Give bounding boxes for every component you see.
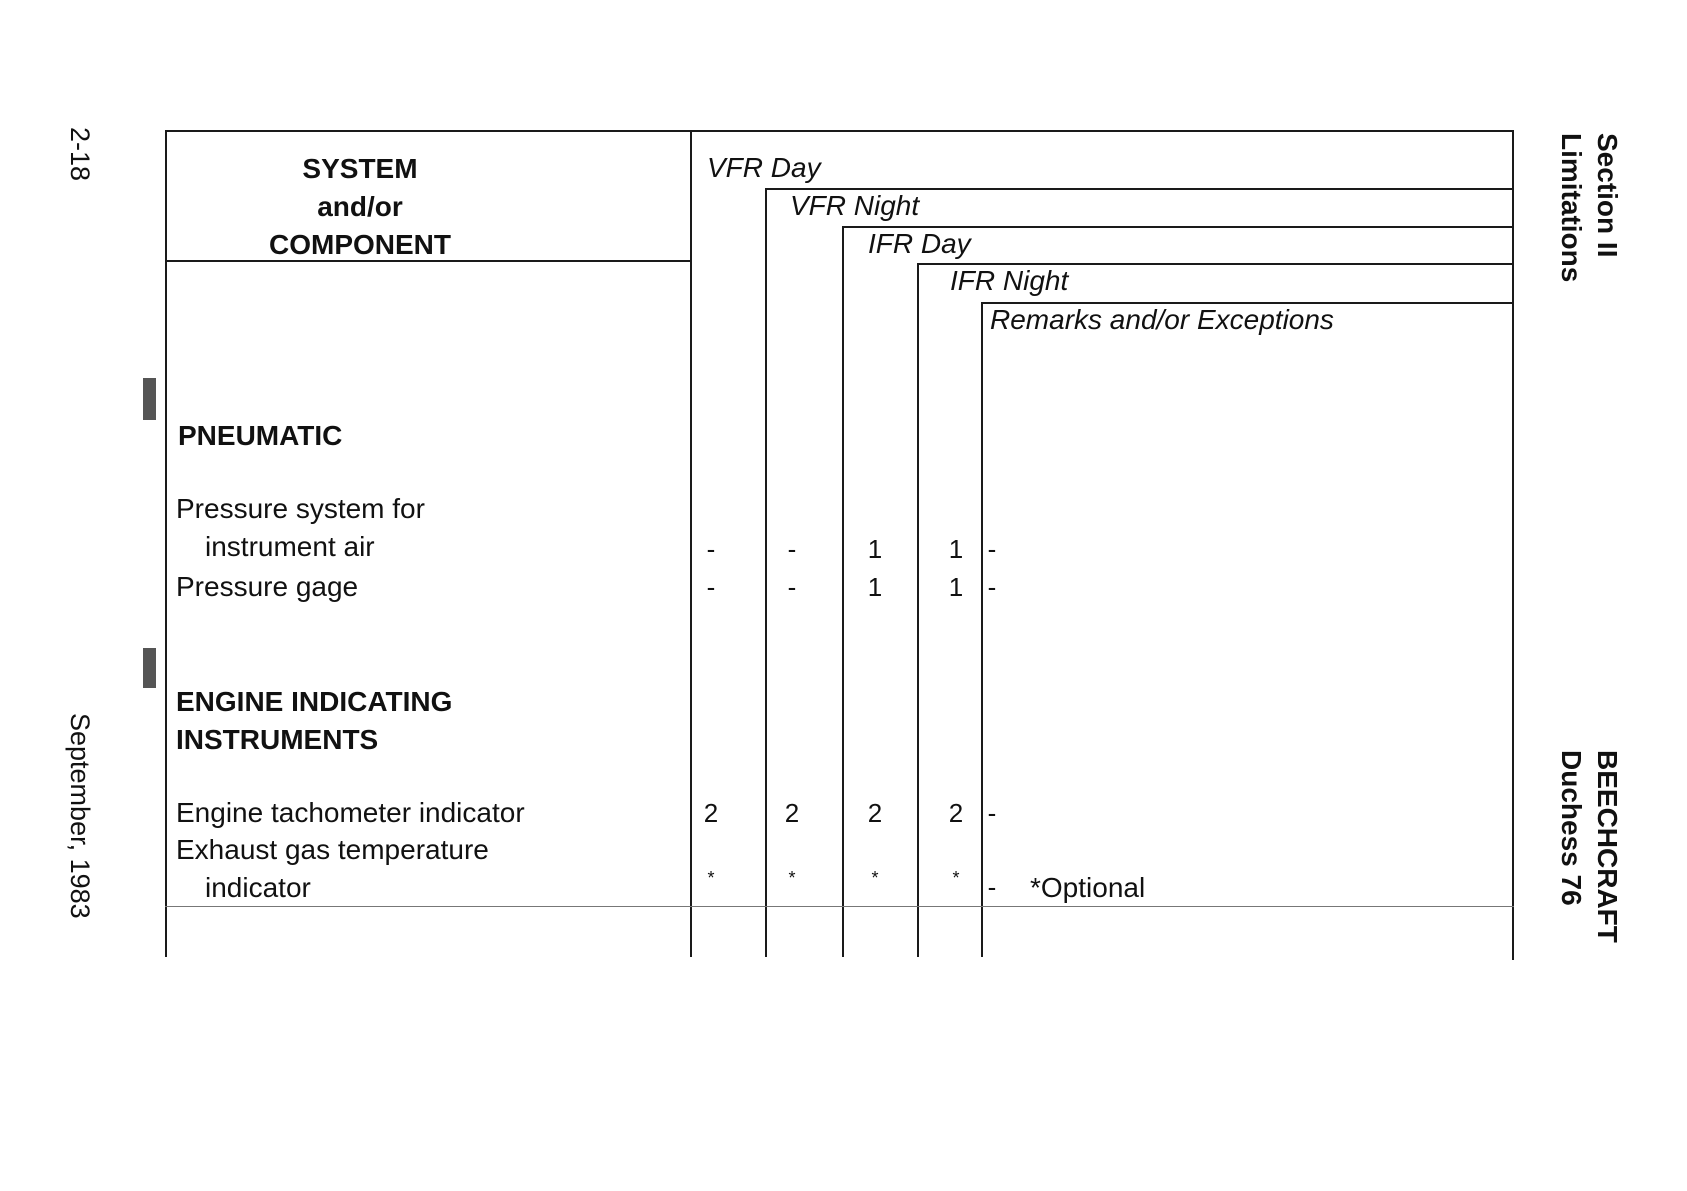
col-header-vfr-day: VFR Day [707,152,821,183]
section-title: Section II [1592,133,1623,258]
component-line: Exhaust gas temperature [176,834,489,865]
group-title-line: PNEUMATIC [178,420,343,451]
cell-ifr-day: 1 [867,572,883,602]
component-exhaust-gas-temp [176,831,489,907]
component-line: Pressure system for [176,493,425,524]
cell-vfr-night: * [788,868,796,888]
cell-ifr-night: 1 [948,572,964,602]
table-right-border [1512,130,1514,960]
col-divider [765,188,767,957]
section-header [1553,133,1625,282]
col-divider [842,226,844,957]
cell-ifr-day: 2 [867,798,883,828]
group-title-pneumatic [178,417,342,455]
cell-ifr-night: * [952,868,960,888]
cell-remarks-dash: - [987,534,997,564]
brand-block [1553,750,1625,943]
col-header-ifr-day: IFR Day [868,228,971,259]
brand-name: BEECHCRAFT [1592,750,1623,943]
cell-remarks-dash: - [987,572,997,602]
section-subtitle: Limitations [1556,133,1587,283]
cell-remarks-text: *Optional [1030,872,1146,903]
change-bar [143,648,156,688]
model-name: Duchess 76 [1556,750,1587,906]
component-pressure-system [176,490,425,566]
group-title-line: ENGINE INDICATING [176,686,453,717]
component-line: instrument air [205,531,375,562]
cell-vfr-night: - [787,572,797,602]
cell-vfr-day: - [706,572,716,602]
header-line-1: SYSTEM [302,153,418,184]
cell-remarks-dash: - [987,798,997,828]
cell-remarks-dash: - [987,872,997,902]
table-top-border [165,130,1514,132]
col-divider [981,302,983,957]
col-divider [690,130,692,957]
cell-ifr-night: 2 [948,798,964,828]
header-line-2: and/or [317,191,403,222]
group-title-engine-indicating [176,683,452,759]
cell-vfr-day: 2 [703,798,719,828]
page-number: 2-18 [65,127,95,182]
col-header-ifr-night: IFR Night [950,265,1069,296]
cell-ifr-day: * [871,868,879,888]
cell-vfr-night: - [787,534,797,564]
component-line: indicator [205,872,311,903]
cell-vfr-day: * [707,868,715,888]
cell-vfr-day: - [706,534,716,564]
page-date: September, 1983 [65,713,95,919]
col-header-vfr-night: VFR Night [790,190,920,221]
component-engine-tachometer [176,794,525,832]
col-header-remarks: Remarks and/or Exceptions [990,304,1334,335]
component-line: Pressure gage [176,571,359,602]
header-line-3: COMPONENT [269,229,451,260]
system-column-header [160,150,560,264]
group-title-line: INSTRUMENTS [176,724,379,755]
col-divider [917,263,919,957]
component-pressure-gage [176,568,358,606]
change-bar [143,378,156,420]
cell-ifr-day: 1 [867,534,883,564]
cell-ifr-night: 1 [948,534,964,564]
component-line: Engine tachometer indicator [176,797,525,828]
cell-vfr-night: 2 [784,798,800,828]
